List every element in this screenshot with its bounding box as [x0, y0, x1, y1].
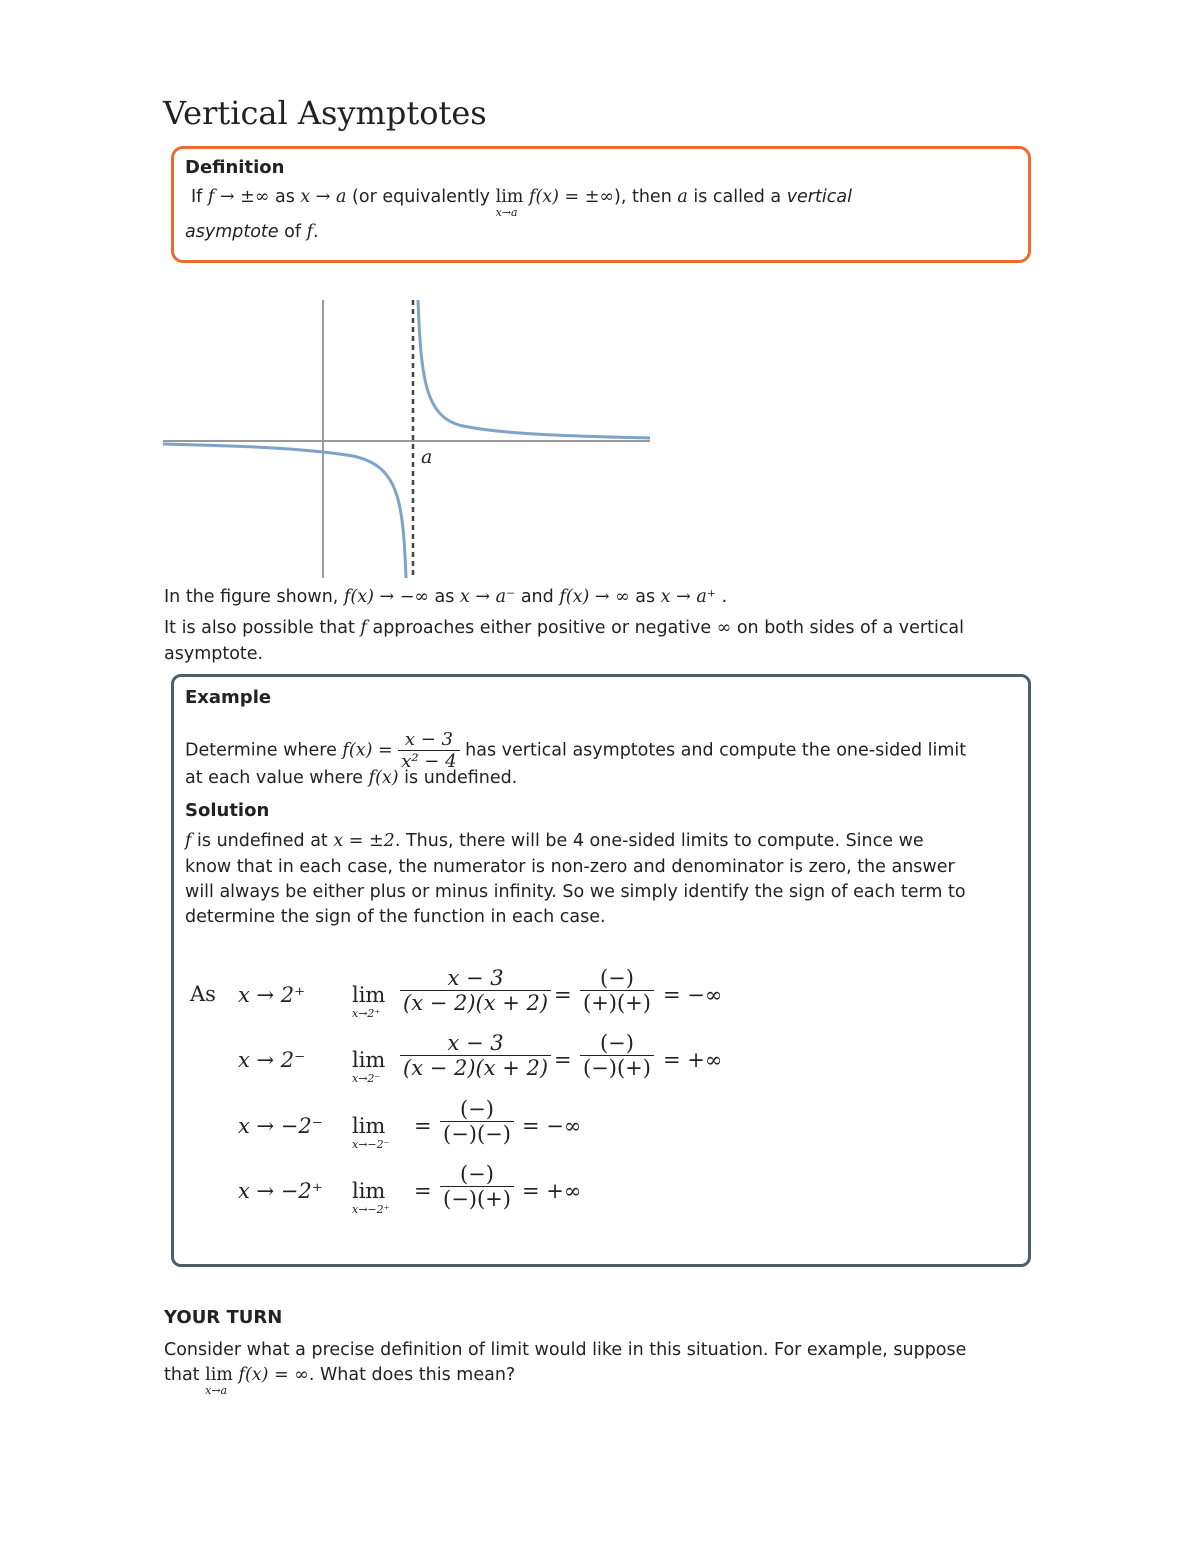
case-result: = −∞ [663, 983, 723, 1007]
math: x → a⁻ [459, 587, 516, 607]
text: In the figure shown, [164, 587, 344, 607]
case-approach: x → −2⁺ [238, 1179, 323, 1203]
math: f [185, 831, 192, 851]
text: . What does this mean? [308, 1365, 516, 1385]
math: a [677, 187, 688, 207]
text: approaches either positive or negative [366, 618, 717, 638]
fraction [398, 729, 459, 772]
text: on both sides of a vertical [731, 618, 965, 638]
math: f [306, 222, 314, 242]
fraction [400, 1031, 551, 1080]
denominator: (x − 2)(x + 2) [400, 1055, 551, 1080]
text: If [191, 187, 208, 207]
solution-line: will always be either plus or minus infinity. So we simply identify the sign of each term to [185, 882, 966, 902]
limit [352, 983, 386, 1020]
math: f(x) → ∞ [559, 587, 630, 607]
text: . [313, 222, 319, 242]
limit-operator [205, 1365, 233, 1397]
math: f [360, 618, 367, 638]
curve-right-branch [418, 300, 650, 438]
text: as [428, 587, 460, 607]
math: f(x) = ∞ [238, 1365, 309, 1385]
numerator: (−) [599, 1031, 634, 1055]
emphasis: vertical [786, 187, 852, 207]
case-approach: x → 2⁺ [238, 983, 306, 1007]
denominator: (−)(−) [440, 1121, 514, 1146]
limit-operator [352, 1179, 390, 1216]
denominator: x² − 4 [398, 750, 459, 772]
lim-subscript: x→2⁻ [352, 1072, 381, 1085]
limit [352, 1048, 386, 1085]
text: that [164, 1365, 206, 1385]
equals: = [414, 1179, 432, 1203]
case-approach: x → −2⁻ [238, 1114, 323, 1138]
math: f(x) → −∞ [343, 587, 429, 607]
limit [352, 1179, 390, 1216]
lim-word: lim [352, 1114, 386, 1138]
your-turn-line [164, 1365, 516, 1397]
text: and [515, 587, 560, 607]
numerator: (−) [599, 966, 634, 990]
example-line-2 [185, 768, 517, 788]
text: . Thus, there will be 4 one-sided limits to compute. Since we [394, 831, 924, 851]
definition-heading: Definition [185, 157, 285, 178]
as-label: As [190, 982, 216, 1006]
solution-heading: Solution [185, 800, 270, 821]
case-result: = +∞ [663, 1048, 723, 1072]
lim-subscript: x→−2⁻ [352, 1138, 390, 1151]
text: . [716, 587, 728, 607]
lim-word: lim [352, 983, 386, 1007]
lim-subscript: x→−2⁺ [352, 1203, 390, 1216]
text: ), then [614, 187, 678, 207]
numerator: x − 3 [404, 729, 453, 750]
lim-word: lim [352, 1048, 386, 1072]
denominator: (−)(+) [580, 1055, 654, 1080]
sign-fraction [580, 966, 654, 1015]
text: has vertical asymptotes and compute the one-sided limit [459, 740, 967, 761]
lim-word: lim [205, 1365, 233, 1385]
lim-subscript: x→2⁺ [352, 1007, 381, 1020]
limit-operator [352, 1048, 386, 1085]
fraction [440, 1162, 514, 1211]
fraction [580, 1031, 654, 1080]
math: f(x) = [342, 740, 393, 761]
text: (or equivalently [346, 187, 496, 207]
case-fraction [400, 1031, 551, 1080]
limit-operator [495, 187, 524, 219]
denominator: (x − 2)(x + 2) [400, 990, 551, 1015]
denominator: (−)(+) [440, 1186, 514, 1211]
example-line-1 [185, 729, 966, 772]
text: at each value where [185, 768, 369, 788]
lim-subscript: x→a [205, 1384, 228, 1397]
case-result: = −∞ [522, 1114, 582, 1138]
paragraph-line [164, 618, 964, 638]
your-turn-heading: YOUR TURN [164, 1307, 283, 1328]
math: x = ±2 [333, 831, 395, 851]
limit-operator [352, 983, 386, 1020]
paragraph-line: asymptote. [164, 644, 264, 664]
text: is called a [687, 187, 787, 207]
text: of [278, 222, 307, 242]
fraction [400, 966, 551, 1015]
text: is undefined at [191, 831, 334, 851]
solution-line [185, 831, 924, 851]
math: f(x) [368, 768, 399, 788]
case-fraction [400, 966, 551, 1015]
equals: = [554, 983, 572, 1007]
your-turn-line: Consider what a precise definition of limit would like in this situation. For example, suppose [164, 1340, 967, 1360]
math: x → a⁺ [660, 587, 716, 607]
math: f(x) = ±∞ [528, 187, 615, 207]
sign-fraction [440, 1097, 514, 1146]
equals: = [554, 1048, 572, 1072]
definition-line-2 [185, 222, 319, 242]
sign-fraction [580, 1031, 654, 1080]
limit [352, 1114, 390, 1151]
math: x → a [300, 187, 347, 207]
math: ∞ [716, 618, 732, 638]
equals: = [414, 1114, 432, 1138]
text: It is also possible that [164, 618, 361, 638]
math: f → ±∞ [207, 187, 270, 207]
asymptote-graph [163, 298, 653, 583]
case-result: = +∞ [522, 1179, 582, 1203]
page-title: Vertical Asymptotes [163, 94, 487, 132]
asymptote-label: a [421, 446, 433, 468]
numerator: (−) [459, 1097, 494, 1121]
limit-operator [352, 1114, 390, 1151]
fraction [440, 1097, 514, 1146]
text: Determine where [185, 740, 343, 761]
curve-left-branch [163, 444, 406, 578]
definition-line-1 [191, 187, 852, 219]
emphasis: asymptote [185, 222, 279, 242]
numerator: (−) [459, 1162, 494, 1186]
text: as [629, 587, 661, 607]
denominator: (+)(+) [580, 990, 654, 1015]
lim-subscript: x→a [495, 206, 518, 219]
lim-word: lim [352, 1179, 386, 1203]
sign-fraction [440, 1162, 514, 1211]
lim-word: lim [495, 187, 524, 207]
numerator: x − 3 [447, 1031, 504, 1055]
text: as [269, 187, 301, 207]
figure-caption-line [164, 587, 727, 607]
text: is undefined. [398, 768, 518, 788]
fraction [580, 966, 654, 1015]
solution-line: know that in each case, the numerator is non-zero and denominator is zero, the answer [185, 857, 955, 877]
numerator: x − 3 [447, 966, 504, 990]
case-approach: x → 2⁻ [238, 1048, 306, 1072]
solution-line: determine the sign of the function in each case. [185, 907, 606, 927]
example-heading: Example [185, 687, 272, 708]
